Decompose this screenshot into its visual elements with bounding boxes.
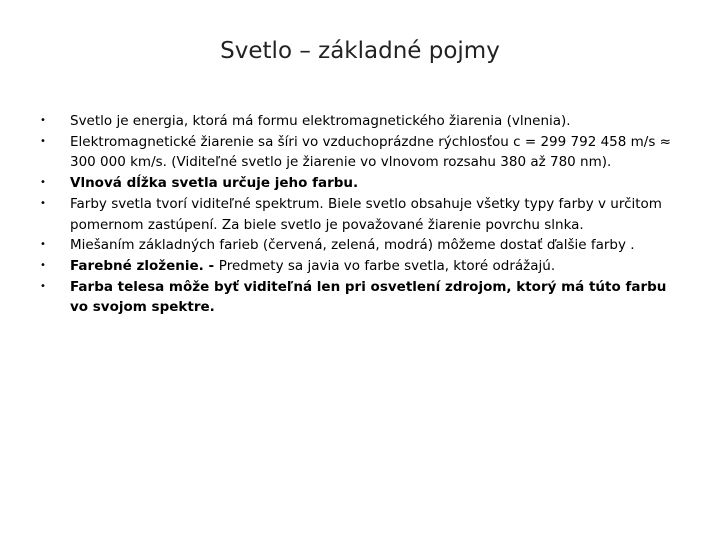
bullet-item <box>40 173 680 194</box>
bullet-item <box>40 132 680 173</box>
bullet-dot-icon: • <box>40 177 46 189</box>
bullet-dot-icon: • <box>40 280 46 292</box>
bullet-text: Miešaním základných farieb (červená, zelená, modrá) môžeme dostať ďalšie farby . <box>70 237 635 254</box>
bullet-text-bold-part: Farebné zloženie. - <box>70 257 219 274</box>
bullet-dot-icon: • <box>40 259 46 271</box>
bullet-text: Farba telesa môže byť viditeľná len pri osvetlení zdrojom, ktorý má túto farbu vo svojom spektre. <box>70 278 667 316</box>
bullet-dot-icon: • <box>40 135 46 147</box>
bullet-dot-icon: • <box>40 115 46 126</box>
bullet-dot-icon: • <box>40 197 46 209</box>
bullet-item <box>40 277 680 318</box>
bullet-item <box>40 194 680 235</box>
bullet-text: Farby svetla tvorí viditeľné spektrum. Biele svetlo obsahuje všetky typy farby v určitom pomernom zastúpení. Za biele svetlo je považované žiarenie povrchu slnka. <box>70 195 662 233</box>
bullet-dot-icon: • <box>40 239 46 251</box>
bullet-list <box>40 111 680 318</box>
bullet-text: Vlnová dĺžka svetla určuje jeho farbu. <box>70 175 359 192</box>
slide-title: Svetlo – základné pojmy <box>220 38 500 64</box>
bullet-text: Elektromagnetické žiarenie sa šíri vo vzduchoprázdne rýchlosťou c = 299 792 458 m/s ≈ 300 000 km/s. (Viditeľné svetlo je žiarenie vo vlnovom rozsahu 380 až 780 nm). <box>70 133 671 171</box>
bullet-text: Predmety sa javia vo farbe svetla, ktoré odrážajú. <box>218 257 556 274</box>
bullet-item <box>40 235 680 256</box>
bullet-item <box>40 256 680 277</box>
bullet-text: Svetlo je energia, ktorá má formu elektromagnetického žiarenia (vlnenia). <box>70 113 571 129</box>
bullet-item <box>40 111 680 132</box>
